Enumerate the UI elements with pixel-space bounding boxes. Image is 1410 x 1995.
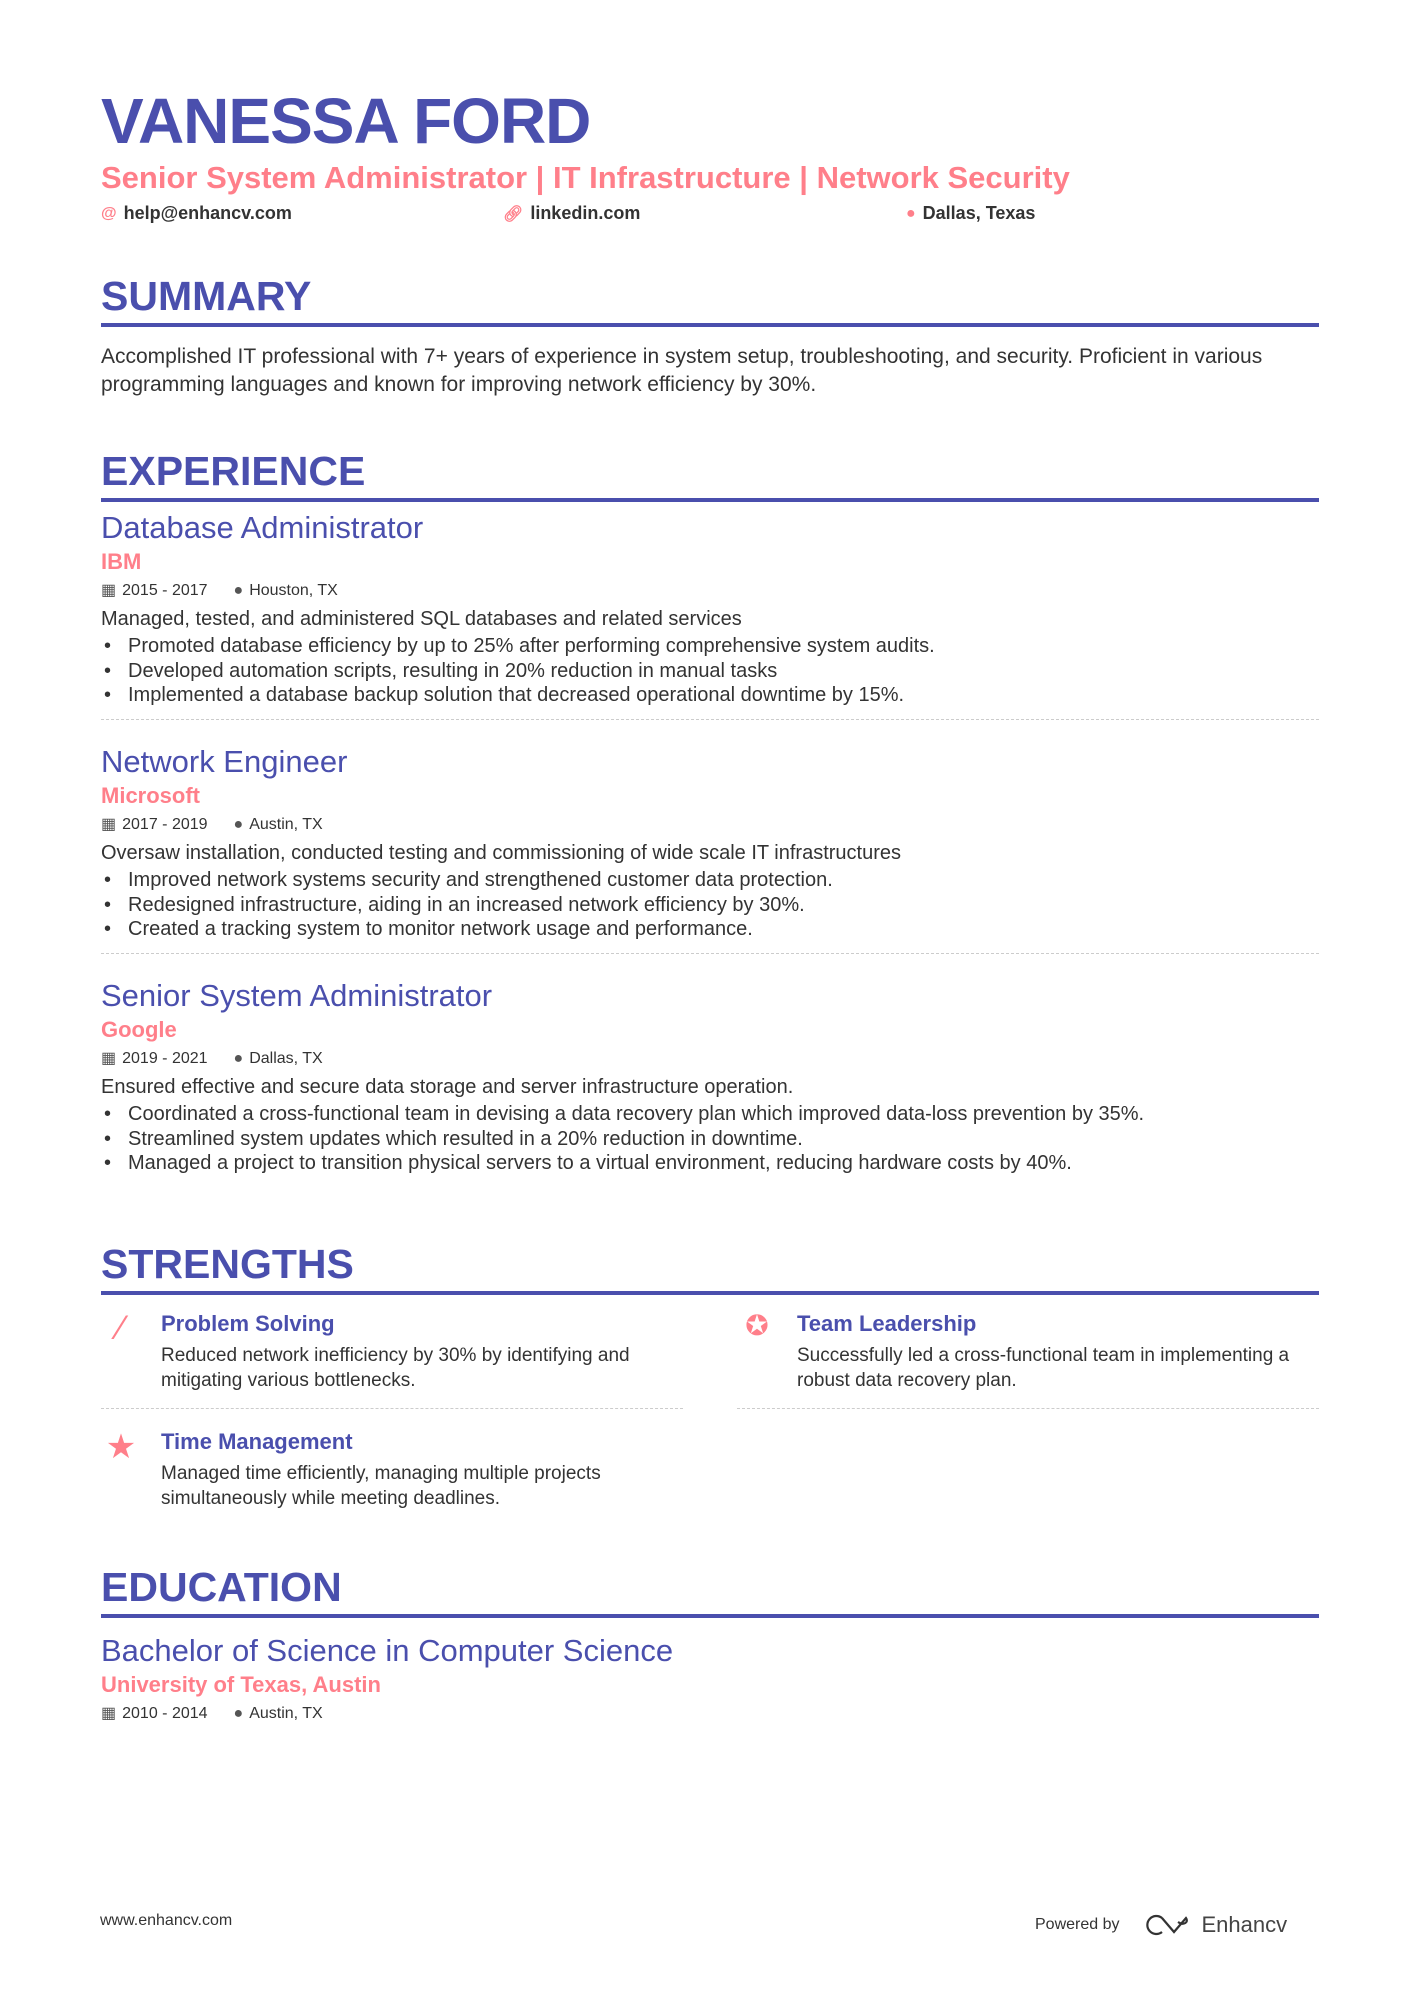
location-pin-icon: ●: [233, 582, 244, 599]
brand-name: Enhancv: [1201, 1912, 1288, 1937]
company-name: Google: [101, 1017, 177, 1042]
strength-desc: Managed time efficiently, managing multiple projects simultaneously while meeting deadlines.: [161, 1463, 601, 1509]
strength-title: Time Management: [161, 1429, 353, 1454]
job-location: Houston, TX: [249, 582, 338, 599]
magic-wand-icon: ⁄: [118, 1309, 124, 1347]
job-dates: 2017 - 2019: [122, 816, 208, 833]
job-bullets: [101, 868, 1319, 942]
divider: [101, 953, 1319, 954]
job-location: Dallas, TX: [249, 1050, 323, 1067]
footer-website[interactable]: www.enhancv.com: [100, 1912, 233, 1929]
job-entry: [101, 743, 1319, 942]
contact-location: [906, 203, 1035, 224]
job-location: Austin, TX: [249, 816, 323, 833]
calendar-icon: ▦: [101, 1050, 117, 1067]
enhancv-logo-icon: [1146, 1914, 1192, 1936]
bullet-item: • Coordinated a cross-functional team in devising a data recovery plan which improved data-loss prevention by 35%.: [101, 1102, 1319, 1127]
divider: [101, 719, 1319, 720]
location-pin-icon: ●: [906, 204, 916, 222]
location-pin-icon: ●: [233, 1705, 244, 1722]
strength-desc: Reduced network inefficiency by 30% by identifying and mitigating various bottlenecks.: [161, 1345, 630, 1391]
education-dates: 2010 - 2014: [122, 1705, 208, 1722]
calendar-icon: ▦: [101, 816, 117, 833]
company-name: IBM: [101, 549, 142, 574]
calendar-icon: ▦: [101, 582, 117, 599]
section-title: STRENGTHS: [101, 1241, 354, 1287]
job-bullets: [101, 1102, 1319, 1176]
footer-branding: [1035, 1912, 1287, 1938]
contact-email[interactable]: [101, 203, 292, 224]
calendar-icon: ▦: [101, 1705, 117, 1722]
bullet-item: • Implemented a database backup solution that decreased operational downtime by 15%.: [101, 683, 1319, 708]
enhancv-logo: [1146, 1912, 1288, 1938]
job-dates: 2019 - 2021: [122, 1050, 208, 1067]
bullet-item: • Created a tracking system to monitor network usage and performance.: [101, 917, 1319, 942]
location-pin-icon: ●: [233, 816, 244, 833]
email-text[interactable]: help@enhancv.com: [123, 203, 292, 223]
job-title: Database Administrator: [101, 510, 424, 545]
strength-desc: Successfully led a cross-functional team in implementing a robust data recovery plan.: [797, 1345, 1290, 1391]
education-location: Austin, TX: [249, 1705, 323, 1722]
divider: [737, 1408, 1319, 1409]
education-meta: [101, 1700, 1319, 1728]
section-divider: [101, 1614, 1319, 1618]
powered-by-label: Powered by: [1035, 1916, 1120, 1933]
job-entry: [101, 509, 1319, 708]
location-pin-icon: ●: [233, 1050, 244, 1067]
job-description: Oversaw installation, conducted testing and commissioning of wide scale IT infrastructures: [101, 842, 902, 864]
section-title: SUMMARY: [101, 273, 312, 319]
job-description: Managed, tested, and administered SQL databases and related services: [101, 608, 742, 630]
job-entry: [101, 977, 1319, 1176]
bullet-item: • Developed automation scripts, resulting in 20% reduction in manual tasks: [101, 659, 1319, 684]
strengths-section: [101, 1240, 1319, 1540]
at-icon: @: [101, 204, 117, 222]
job-meta: [101, 1045, 1319, 1073]
summary-text: Accomplished IT professional with 7+ years of experience in system setup, troubleshooting, and security. Proficient in various programming languages and known for improving network efficiency by 30%.: [101, 345, 1263, 396]
contact-linkedin[interactable]: [503, 203, 640, 224]
summary-section: [101, 272, 1319, 399]
link-icon: 🔗︎: [503, 205, 524, 223]
section-divider: [101, 498, 1319, 502]
company-name: Microsoft: [101, 783, 200, 808]
award-ribbon-icon: ✪: [745, 1310, 769, 1341]
strength-title: Team Leadership: [797, 1311, 977, 1336]
section-title: EDUCATION: [101, 1564, 342, 1610]
experience-section: [101, 447, 1319, 1207]
job-meta: [101, 811, 1319, 839]
section-title: EXPERIENCE: [101, 448, 366, 494]
job-title: Senior System Administrator: [101, 978, 493, 1013]
section-divider: [101, 323, 1319, 327]
candidate-headline: Senior System Administrator | IT Infrastructure | Network Security: [101, 160, 1070, 195]
bullet-item: • Redesigned infrastructure, aiding in an increased network efficiency by 30%.: [101, 893, 1319, 918]
linkedin-text[interactable]: linkedin.com: [530, 203, 641, 223]
job-description: Ensured effective and secure data storage and server infrastructure operation.: [101, 1076, 794, 1098]
job-meta: [101, 577, 1319, 605]
bullet-item: • Managed a project to transition physical servers to a virtual environment, reducing hardware costs by 40%.: [101, 1151, 1319, 1176]
education-section: [101, 1563, 1319, 1728]
degree-title: Bachelor of Science in Computer Science: [101, 1633, 674, 1668]
candidate-name: VANESSA FORD: [101, 85, 591, 157]
bullet-item: • Streamlined system updates which resulted in a 20% reduction in downtime.: [101, 1127, 1319, 1152]
bullet-item: • Improved network systems security and strengthened customer data protection.: [101, 868, 1319, 893]
job-bullets: [101, 634, 1319, 708]
bullet-item: • Promoted database efficiency by up to 25% after performing comprehensive system audits.: [101, 634, 1319, 659]
divider: [101, 1408, 683, 1409]
job-dates: 2015 - 2017: [122, 582, 208, 599]
section-divider: [101, 1291, 1319, 1295]
location-text: Dallas, Texas: [922, 203, 1036, 223]
school-name: University of Texas, Austin: [101, 1672, 381, 1697]
star-icon: ★: [105, 1428, 137, 1466]
job-title: Network Engineer: [101, 744, 348, 779]
strength-title: Problem Solving: [161, 1311, 335, 1336]
